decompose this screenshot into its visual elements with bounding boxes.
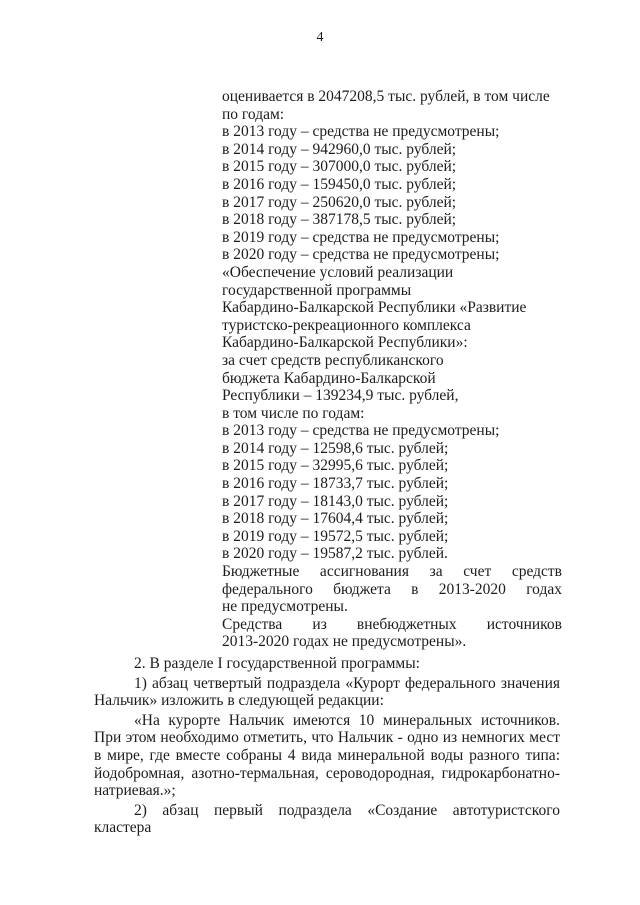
column-line: в том числе по годам: (222, 404, 365, 422)
column-line: в 2020 году – средства не предусмотрены; (222, 246, 500, 264)
column-line: в 2013 году – средства не предусмотрены; (222, 123, 500, 141)
column-line: Кабардино-Балкарской Республики»: (222, 334, 468, 352)
column-line: в 2018 году – 387178,5 тыс. рублей; (222, 211, 457, 229)
paragraph-item-2: 2) абзац первый подраздела «Создание автотуристского кластера (94, 801, 560, 837)
paragraph-section-heading: 2. В разделе I государственной программы: (134, 655, 420, 672)
column-line: в 2015 году – 307000,0 тыс. рублей; (222, 158, 457, 176)
column-line: туристско-рекреационного комплекса (222, 316, 471, 334)
column-line: «Обеспечение условий реализации (222, 263, 454, 281)
column-line: в 2017 году – 250620,0 тыс. рублей; (222, 193, 457, 211)
column-line: в 2019 году – 19572,5 тыс. рублей; (222, 527, 449, 545)
extra-note-line: Средства из внебюджетных источников (222, 615, 562, 633)
amendments-text (94, 655, 560, 837)
column-line: государственной программы (222, 281, 412, 299)
column-line: в 2018 году – 17604,4 тыс. рублей; (222, 510, 449, 528)
budget-note-line: федерального бюджета в 2013-2020 годах (222, 580, 562, 598)
paragraph-item-1-cont: Нальчик» изложить в следующей редакции: (94, 692, 384, 710)
column-line: в 2016 году – 18733,7 тыс. рублей; (222, 475, 449, 493)
column-line: в 2016 году – 159450,0 тыс. рублей; (222, 175, 457, 193)
column-line: в 2014 году – 942960,0 тыс. рублей; (222, 140, 457, 158)
column-line: по годам: (222, 105, 285, 123)
column-line: Республики – 139234,9 тыс. рублей, (222, 387, 459, 405)
column-line: за счет средств республиканского (222, 351, 444, 369)
page-number: 4 (316, 30, 324, 45)
column-line: в 2019 году – средства не предусмотрены; (222, 228, 500, 246)
budget-note-line: Бюджетные ассигнования за счет средств (222, 563, 562, 581)
column-line: в 2017 году – 18143,0 тыс. рублей; (222, 492, 449, 510)
column-line: в 2020 году – 19587,2 тыс. рублей. (222, 545, 448, 563)
column-line: в 2013 году – средства не предусмотрены; (222, 422, 500, 440)
paragraph-item-1: 1) абзац четвертый подраздела «Курорт федерального значения (134, 674, 560, 692)
funding-column (222, 88, 562, 651)
paragraph-quote: «На курорте Нальчик имеются 10 минеральных источников. При этом необходимо отметить, что Нальчик - одно из немногих мест в мире, где вместе собраны 4 вида минеральной воды разного типа: йодобромная, азотно-термальная, сероводородная, гидрокарбонатно-натриевая.»; (94, 711, 560, 800)
column-line: в 2014 году – 12598,6 тыс. рублей; (222, 439, 449, 457)
column-line: оценивается в 2047208,5 тыс. рублей, в том числе (222, 88, 550, 105)
column-line: Кабардино-Балкарской Республики «Развитие (222, 299, 527, 317)
extra-note-line: 2013-2020 годах не предусмотрены». (222, 633, 467, 651)
column-line: в 2015 году – 32995,6 тыс. рублей; (222, 457, 449, 475)
column-line: бюджета Кабардино-Балкарской (222, 369, 436, 387)
budget-note-line: не предусмотрены. (222, 598, 348, 616)
